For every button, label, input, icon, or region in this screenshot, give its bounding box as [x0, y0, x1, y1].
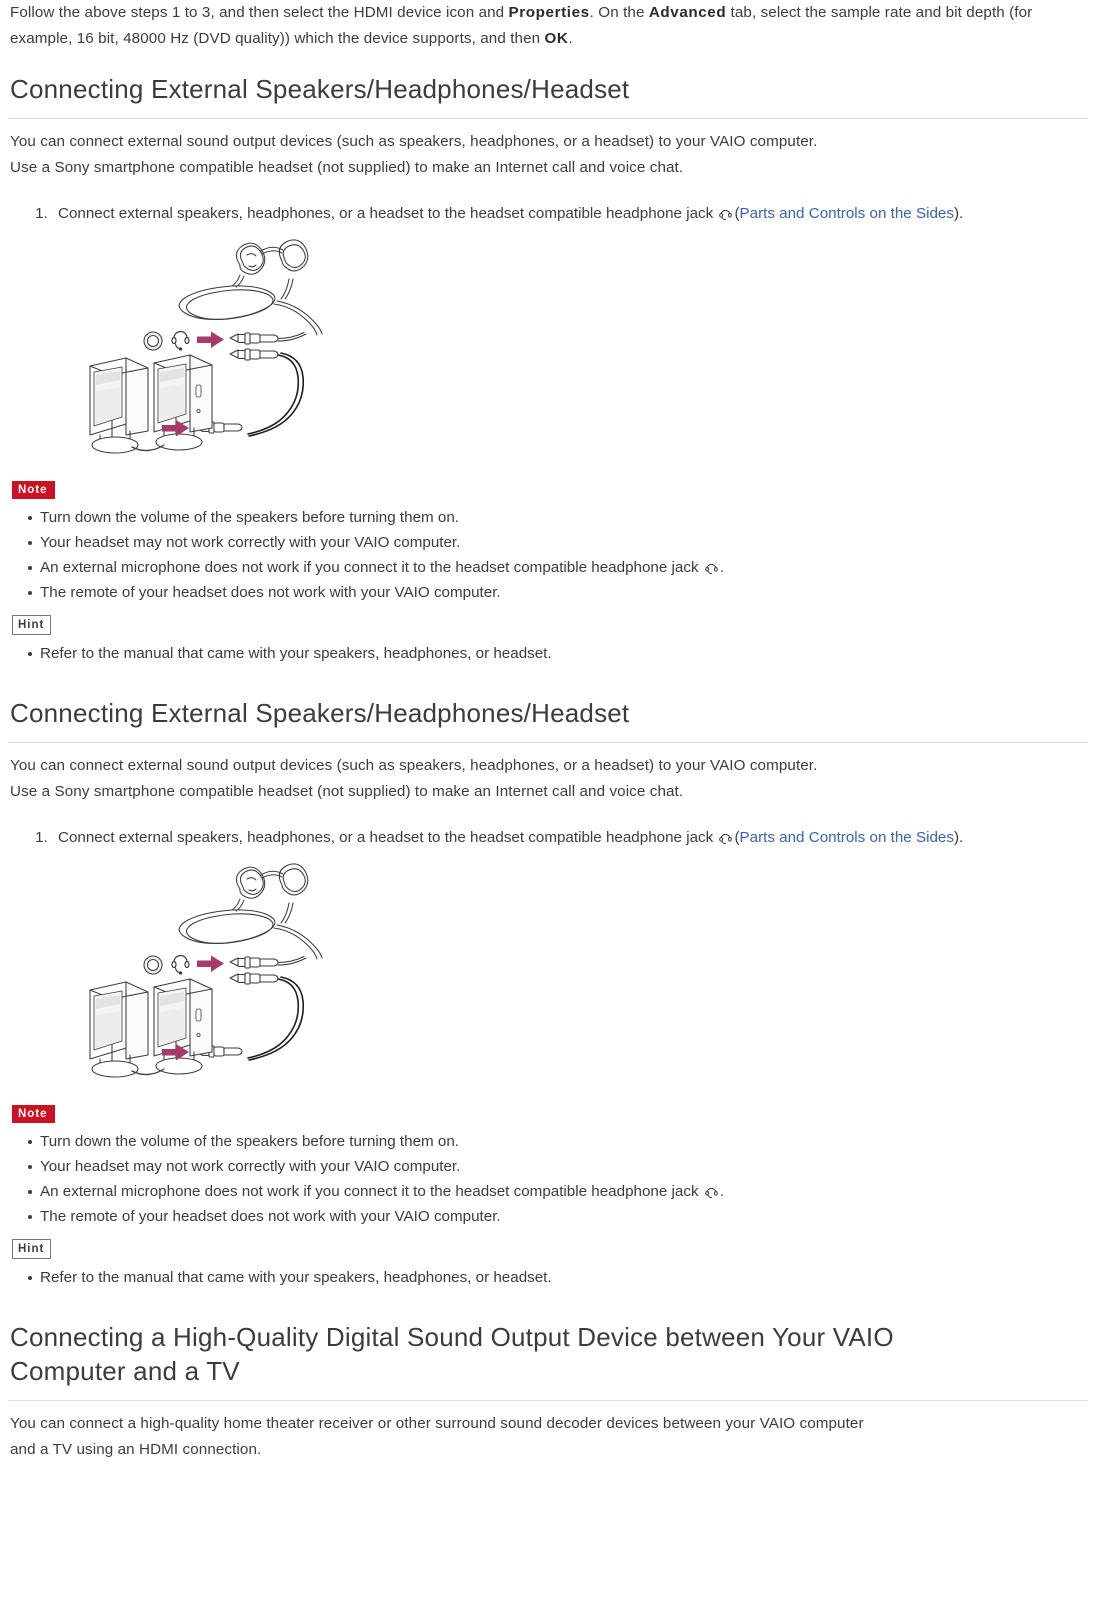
spacer — [8, 1401, 1088, 1411]
note-text-before-icon: An external microphone does not work if you connect it to the headset compatible headphone jack — [40, 559, 703, 576]
section-1-note-list — [8, 505, 1088, 605]
hint-badge-wrap-2 — [8, 1239, 1088, 1259]
list-item: The remote of your headset does not work with your VAIO computer. — [40, 1204, 1088, 1229]
step-text: Connect external speakers, headphones, or a headset to the headset compatible headphone jack — [58, 205, 718, 222]
step-item — [52, 201, 1088, 227]
intro-text-part4: . — [568, 30, 573, 47]
step-item — [52, 825, 1088, 851]
hint-badge: Hint — [12, 1239, 51, 1259]
section-1-hint-list — [8, 641, 1088, 666]
parts-and-controls-link[interactable]: Parts and Controls on the Sides — [739, 205, 954, 222]
list-item: Your headset may not work correctly with your VAIO computer. — [40, 1154, 1088, 1179]
intro-text-part1: Follow the above steps 1 to 3, and then select the HDMI device icon and — [10, 4, 509, 21]
section-2-hint-list — [8, 1265, 1088, 1290]
hint-badge: Hint — [12, 615, 51, 635]
properties-bold: Properties — [508, 4, 590, 21]
final-paragraph-line-1: You can connect a high-quality home theater receiver or other surround sound decoder devices between your VAIO computer — [10, 1415, 864, 1432]
list-item: Turn down the volume of the speakers before turning them on. — [40, 505, 1088, 530]
ok-bold: OK — [544, 30, 569, 47]
step-close-paren: ). — [953, 829, 964, 846]
section-heading-1: Connecting External Speakers/Headphones/Headset — [10, 74, 630, 104]
headset-icon — [704, 1184, 719, 1199]
intro-text-part3: tab, select the sample rate and bit depth (for example, 16 bit, 48000 Hz (DVD quality)) which the device supports, and then — [10, 4, 1033, 47]
intro-text-part2: . On the — [589, 4, 649, 21]
list-item: Refer to the manual that came with your speakers, headphones, or headset. — [40, 641, 1088, 666]
spacer — [8, 119, 1088, 129]
section-heading-2: Connecting External Speakers/Headphones/Headset — [10, 698, 630, 728]
spacer — [8, 52, 1088, 72]
section-2-note-list — [8, 1129, 1088, 1229]
advanced-bold: Advanced — [648, 4, 727, 21]
headset-icon — [704, 560, 719, 575]
note-badge-wrap-2 — [8, 1104, 1088, 1123]
final-heading-line-1: Connecting a High-Quality Digital Sound Output Device between Your VAIO — [10, 1322, 894, 1352]
spacer — [8, 460, 1088, 480]
intro-paragraph — [8, 0, 1088, 52]
figure-2-wrapper — [8, 859, 1088, 1084]
parts-and-controls-link[interactable]: Parts and Controls on the Sides — [739, 829, 954, 846]
spacer — [8, 1229, 1088, 1239]
headset-icon — [718, 206, 733, 221]
spacer — [8, 1084, 1088, 1104]
spacer — [8, 181, 1088, 201]
section-2-paragraph-line-1: You can connect external sound output devices (such as speakers, headphones, or a headset) to your VAIO computer. — [10, 757, 818, 774]
list-item: Turn down the volume of the speakers before turning them on. — [40, 1129, 1088, 1154]
list-item — [40, 555, 1088, 580]
list-item: The remote of your headset does not work with your VAIO computer. — [40, 580, 1088, 605]
figure-1-wrapper — [8, 235, 1088, 460]
speakers-headphones-connection-diagram — [44, 235, 364, 460]
note-text-before-icon: An external microphone does not work if you connect it to the headset compatible headphone jack — [40, 1183, 703, 1200]
section-1-paragraph-line-2: Use a Sony smartphone compatible headset (not supplied) to make an Internet call and voice chat. — [10, 159, 684, 176]
speakers-headphones-connection-diagram — [44, 859, 364, 1084]
step-close-paren: ). — [953, 205, 964, 222]
list-item: Your headset may not work correctly with your VAIO computer. — [40, 530, 1088, 555]
final-section-heading — [8, 1320, 1088, 1388]
final-heading-line-2: Computer and a TV — [10, 1356, 240, 1386]
spacer — [8, 805, 1088, 825]
hint-badge-wrap-1 — [8, 615, 1088, 635]
step-open-paren: ( — [734, 205, 740, 222]
section-2-paragraph-line-2: Use a Sony smartphone compatible headset (not supplied) to make an Internet call and voice chat. — [10, 783, 684, 800]
note-badge: Note — [12, 481, 55, 499]
note-badge: Note — [12, 1105, 55, 1123]
list-item — [40, 1179, 1088, 1204]
list-item: Refer to the manual that came with your speakers, headphones, or headset. — [40, 1265, 1088, 1290]
note-badge-wrap-1 — [8, 480, 1088, 499]
spacer — [8, 605, 1088, 615]
spacer — [8, 1290, 1088, 1320]
note-text-after-icon: . — [719, 559, 724, 576]
spacer — [8, 666, 1088, 696]
section-1-steps — [8, 201, 1088, 227]
section-1-paragraph-line-1: You can connect external sound output devices (such as speakers, headphones, or a headset) to your VAIO computer. — [10, 133, 818, 150]
section-2-steps — [8, 825, 1088, 851]
step-open-paren: ( — [734, 829, 740, 846]
spacer — [8, 743, 1088, 753]
headset-icon — [718, 830, 733, 845]
note-text-after-icon: . — [719, 1183, 724, 1200]
final-paragraph-line-2: and a TV using an HDMI connection. — [10, 1441, 262, 1458]
step-text: Connect external speakers, headphones, or a headset to the headset compatible headphone jack — [58, 829, 718, 846]
